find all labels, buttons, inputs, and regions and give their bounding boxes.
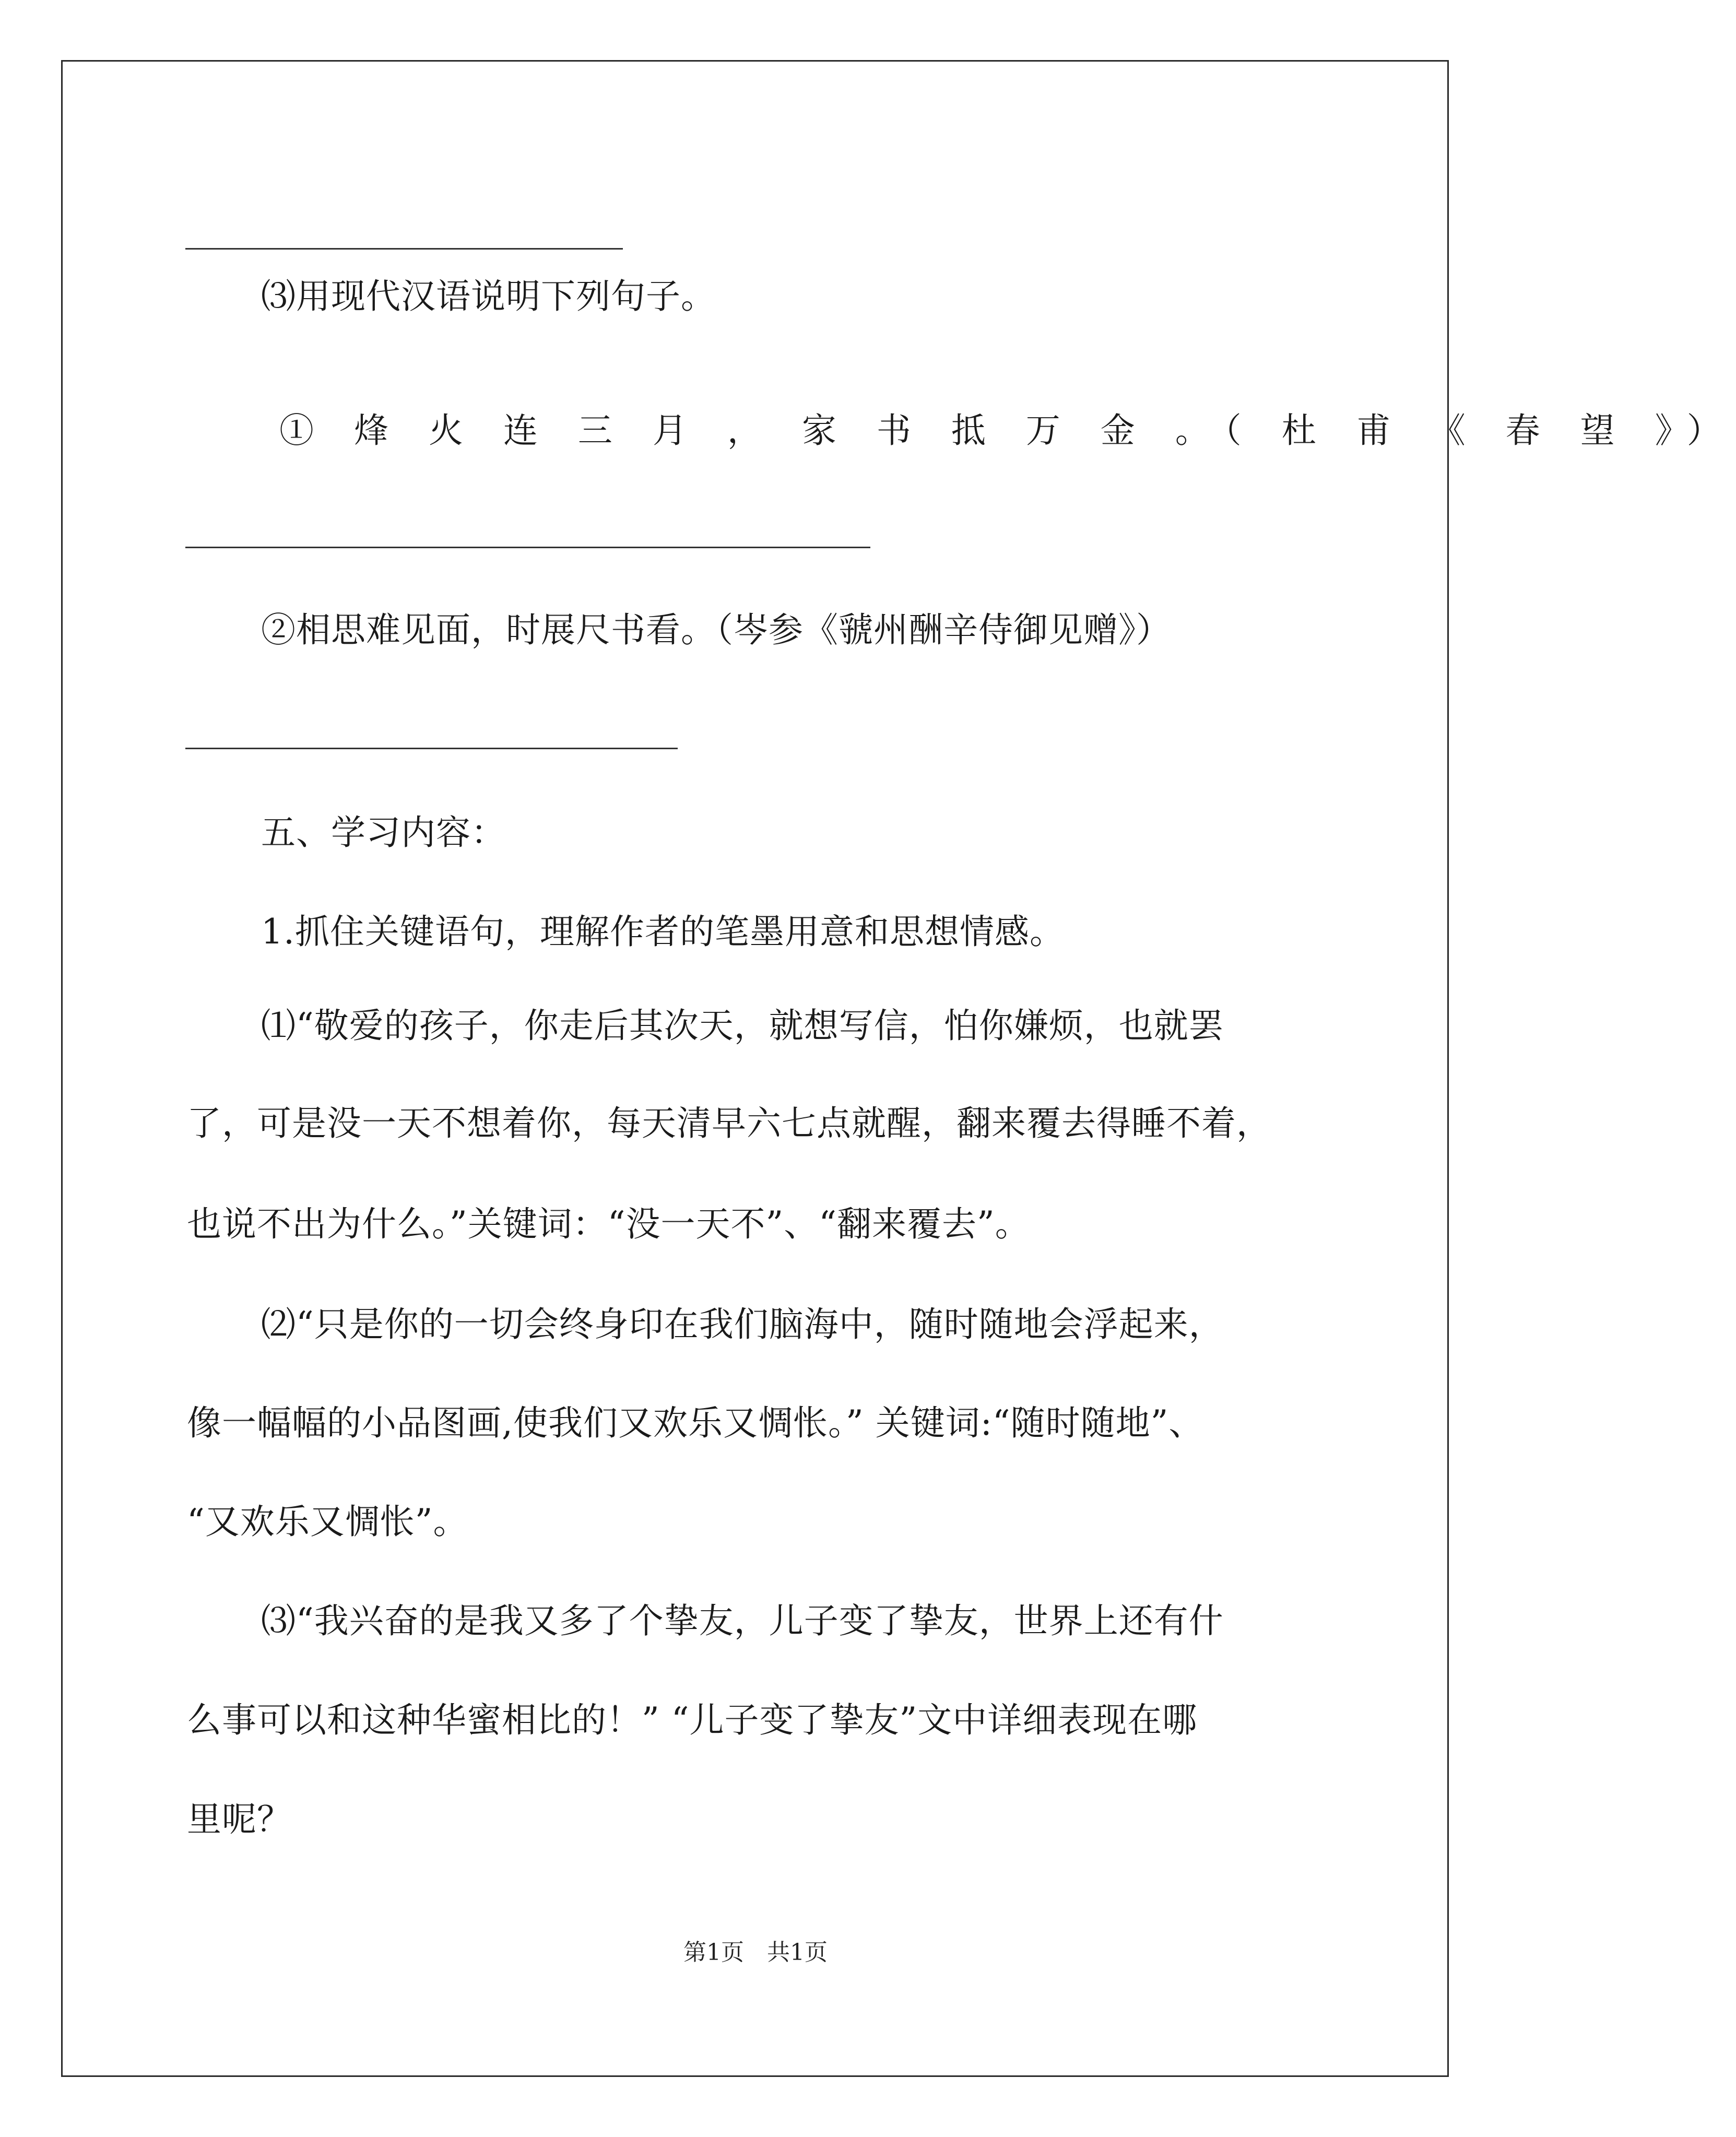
question-3-item-2: ②相思难见面，时展尺书看。（岑参《虢州酬辛侍御见赠》） [261,610,1171,650]
question-3-line-2: 么事可以和这种华蜜相比的！” “儿子变了挚友”文中详细表现在哪 [187,1700,1198,1740]
question-2-line-2: 像一幅幅的小品图画,使我们又欢乐又惆怅。” 关键词:“随时随地”、 [187,1403,1204,1443]
question-2-line-1: ⑵“只是你的一切会终身印在我们脑海中，随时随地会浮起来， [261,1304,1224,1344]
answer-line-3 [185,748,678,749]
answer-line-2 [185,547,870,548]
question-1-line-1: ⑴“敬爱的孩子，你走后其次天，就想写信，怕你嫌烦，也就罢 [261,1006,1224,1046]
question-3-item-1: ① 烽 火 连 三 月 ， 家 书 抵 万 金 。（ 杜 甫 《 春 望 》） [279,410,1736,451]
question-2-line-3: “又欢乐又惆怅”。 [187,1502,468,1542]
question-3-heading: ⑶用现代汉语说明下列句子。 [261,276,716,316]
page-number-footer: 第1页 共1页 [683,1939,828,1966]
page-border [61,60,1449,2077]
question-3-line-1: ⑶“我兴奋的是我又多了个挚友，儿子变了挚友，世界上还有什 [261,1601,1224,1641]
key-point-1: 1.抓住关键语句，理解作者的笔墨用意和思想情感。 [261,912,1065,952]
section-5-heading: 五、学习内容： [261,812,506,853]
question-1-line-3: 也说不出为什么。”关键词：“没一天不”、“翻来覆去”。 [187,1204,1030,1244]
question-1-line-2: 了，可是没一天不想着你，每天清早六七点就醒，翻来覆去得睡不着， [187,1103,1271,1143]
answer-line-1 [185,248,623,250]
question-3-line-3: 里呢？ [187,1799,292,1839]
